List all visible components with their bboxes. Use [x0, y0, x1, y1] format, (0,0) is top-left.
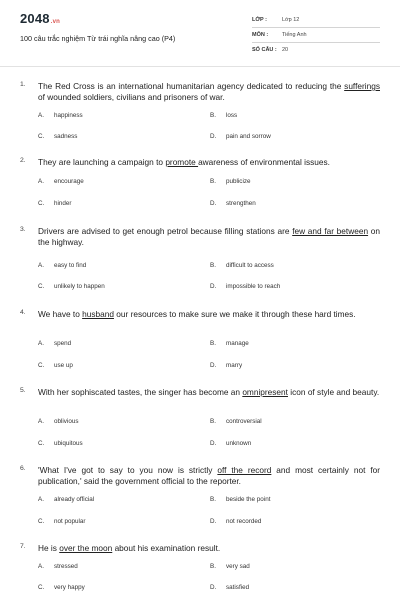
option-text: difficult to access: [226, 262, 274, 269]
underlined-phrase: promote: [165, 157, 199, 167]
option-d[interactable]: [210, 584, 249, 591]
question-text-part: With her sophiscated tastes, the singer has become an: [38, 387, 243, 397]
option-letter: A.: [38, 178, 44, 185]
option-d[interactable]: [210, 440, 251, 447]
option-a[interactable]: [38, 563, 78, 570]
question-text: [38, 465, 380, 487]
count-value: 20: [282, 47, 289, 53]
option-letter: D.: [210, 584, 217, 591]
option-letter: B.: [210, 112, 216, 119]
option-c[interactable]: [38, 133, 77, 140]
count-label: SỐ CÂU :: [252, 47, 277, 53]
question-text: [38, 81, 380, 103]
option-letter: C.: [38, 283, 45, 290]
option-text: not recorded: [226, 518, 262, 525]
question-text-part: Drivers are advised to get enough petrol because filling stations are: [38, 226, 293, 236]
option-d[interactable]: [210, 362, 242, 369]
option-letter: D.: [210, 518, 217, 525]
option-letter: B.: [210, 178, 216, 185]
question-text-part: our resources to make sure we make it through these hard times.: [113, 309, 356, 319]
page-title: 100 câu trắc nghiệm Từ trái nghĩa nâng cao (P4): [20, 34, 176, 43]
option-b[interactable]: [210, 112, 237, 119]
option-c[interactable]: [38, 200, 72, 207]
option-a[interactable]: [38, 262, 86, 269]
question-text-part: They are launching a campaign to: [38, 157, 166, 167]
option-text: spend: [54, 340, 72, 347]
option-b[interactable]: [210, 262, 274, 269]
logo-tld-text: .vn: [50, 19, 61, 25]
option-text: sadness: [54, 133, 78, 140]
option-d[interactable]: [210, 133, 271, 140]
option-text: manage: [226, 340, 249, 347]
option-text: loss: [226, 112, 238, 119]
option-text: marry: [226, 362, 243, 369]
question-number: 3.: [20, 226, 26, 233]
question-text: [38, 226, 380, 248]
option-text: oblivious: [54, 418, 79, 425]
option-text: strengthen: [226, 200, 256, 207]
option-b[interactable]: [210, 563, 250, 570]
option-letter: A.: [38, 112, 44, 119]
meta-divider: [252, 27, 380, 28]
option-c[interactable]: [38, 283, 105, 290]
option-letter: C.: [38, 440, 45, 447]
option-letter: D.: [210, 440, 217, 447]
question-text: [38, 157, 380, 168]
option-letter: D.: [210, 283, 217, 290]
option-letter: C.: [38, 133, 45, 140]
option-c[interactable]: [38, 584, 85, 591]
option-text: satisfied: [226, 584, 250, 591]
option-text: ubiquitous: [54, 440, 83, 447]
option-b[interactable]: [210, 418, 262, 425]
question-number: 6.: [20, 465, 26, 472]
option-c[interactable]: [38, 362, 73, 369]
class-meta: [252, 17, 299, 23]
option-d[interactable]: [210, 518, 261, 525]
question-text-part: on the highway.: [38, 226, 380, 247]
question-number: 4.: [20, 309, 26, 316]
question-text-part: icon of style and beauty.: [287, 387, 380, 397]
option-text: very sad: [226, 563, 250, 570]
question-text: [38, 309, 380, 320]
option-a[interactable]: [38, 496, 94, 503]
option-letter: D.: [210, 362, 217, 369]
option-text: not popular: [54, 518, 86, 525]
option-d[interactable]: [210, 283, 280, 290]
question-number: 7.: [20, 543, 26, 550]
meta-divider: [252, 42, 380, 43]
subject-meta: [252, 32, 307, 38]
option-text: very happy: [54, 584, 85, 591]
option-letter: C.: [38, 200, 45, 207]
option-letter: B.: [210, 262, 216, 269]
question-number: 2.: [20, 157, 26, 164]
option-letter: A.: [38, 262, 44, 269]
option-text: beside the point: [226, 496, 271, 503]
option-a[interactable]: [38, 178, 84, 185]
option-letter: C.: [38, 584, 45, 591]
option-b[interactable]: [210, 496, 270, 503]
option-d[interactable]: [210, 200, 256, 207]
option-a[interactable]: [38, 112, 83, 119]
option-b[interactable]: [210, 178, 251, 185]
question-text-part: 'What I've got to say to you now is strictly: [38, 465, 218, 475]
option-letter: B.: [210, 563, 216, 570]
question-text: [38, 387, 380, 398]
option-letter: A.: [38, 340, 44, 347]
option-text: stressed: [54, 563, 78, 570]
question-text-part: awareness of environmental issues.: [198, 157, 330, 167]
option-letter: B.: [210, 496, 216, 503]
question-number: 1.: [20, 81, 26, 88]
question-text-part: about his examination result.: [112, 543, 221, 553]
option-letter: B.: [210, 340, 216, 347]
underlined-phrase: few and far between: [292, 226, 369, 236]
question-text: [38, 543, 380, 554]
option-text: hinder: [54, 200, 72, 207]
option-text: unknown: [226, 440, 252, 447]
question-text-part: We have to: [38, 309, 83, 319]
option-text: unlikely to happen: [54, 283, 105, 290]
underlined-phrase: husband: [82, 309, 114, 319]
option-text: easy to find: [54, 262, 87, 269]
question-text-part: The Red Cross is an international humanitarian agency dedicated to reducing the: [38, 81, 345, 91]
underlined-phrase: over the moon: [59, 543, 113, 553]
logo-main-text: 2048: [20, 11, 50, 26]
option-letter: D.: [210, 133, 217, 140]
option-text: use up: [54, 362, 73, 369]
option-text: already official: [54, 496, 95, 503]
question-text-part: and most certainly not for publication,' said the government official to the reporter.: [38, 465, 380, 486]
option-letter: A.: [38, 563, 44, 570]
option-a[interactable]: [38, 340, 71, 347]
option-letter: C.: [38, 362, 45, 369]
option-a[interactable]: [38, 418, 79, 425]
question-number: 5.: [20, 387, 26, 394]
count-meta: [252, 47, 288, 53]
subject-value: Tiếng Anh: [282, 32, 307, 38]
option-b[interactable]: [210, 340, 249, 347]
underlined-phrase: omnipresent: [242, 387, 288, 397]
question-text-part: He is: [38, 543, 60, 553]
option-text: happiness: [54, 112, 83, 119]
option-text: encourage: [54, 178, 84, 185]
underlined-phrase: sufferings: [344, 81, 380, 91]
option-c[interactable]: [38, 440, 83, 447]
subject-label: MÔN :: [252, 32, 269, 38]
option-text: impossible to reach: [226, 283, 281, 290]
option-c[interactable]: [38, 518, 86, 525]
class-label: LỚP :: [252, 17, 267, 23]
option-letter: B.: [210, 418, 216, 425]
option-text: controversial: [226, 418, 262, 425]
worksheet-header: [0, 0, 400, 67]
class-value: Lớp 12: [282, 17, 300, 23]
underlined-phrase: off the record: [217, 465, 272, 475]
option-text: pain and sorrow: [226, 133, 271, 140]
site-logo[interactable]: [20, 11, 60, 26]
option-letter: C.: [38, 518, 45, 525]
option-letter: D.: [210, 200, 217, 207]
option-text: publicize: [226, 178, 251, 185]
question-text-part: of wounded soldiers, civilians and prisoners of war.: [38, 92, 225, 102]
option-letter: A.: [38, 496, 44, 503]
option-letter: A.: [38, 418, 44, 425]
